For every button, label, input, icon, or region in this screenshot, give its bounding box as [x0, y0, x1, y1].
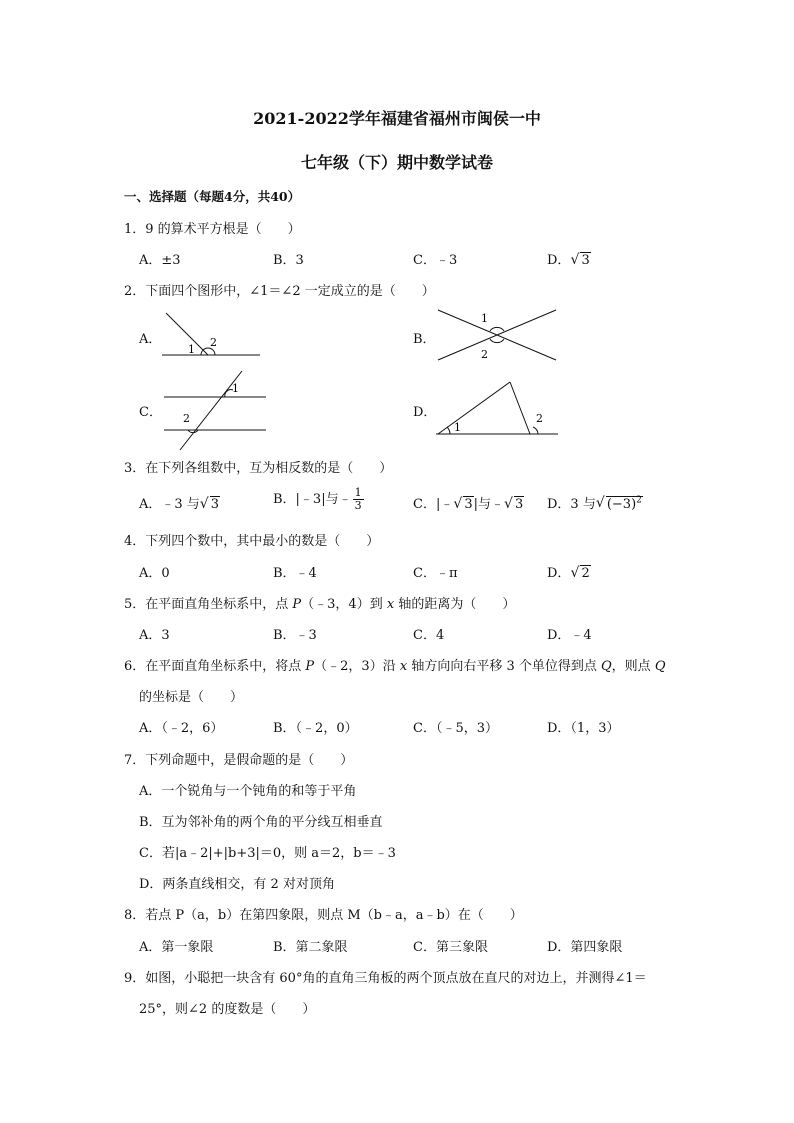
- q3-option-c: [413, 493, 524, 512]
- sqrt-symbol: [200, 497, 220, 512]
- q6-option-c: C．（﹣5，3）: [413, 721, 498, 736]
- q8-option-a: A．第一象限: [139, 940, 214, 955]
- fraction: [353, 487, 364, 512]
- q7-option-c: C．若|a﹣2|+|b+3|＝0，则 a＝2，b＝﹣3: [139, 846, 396, 861]
- question-1-stem: 1．9 的算术平方根是（ ）: [124, 222, 301, 237]
- sqrt-symbol: [596, 496, 643, 512]
- q4-option-a: A．0: [139, 566, 170, 581]
- q3-option-d: [547, 493, 643, 512]
- angle-label-2: 2: [210, 336, 217, 349]
- exponent: 2: [636, 495, 642, 506]
- sqrt-symbol: [453, 497, 473, 512]
- q5-stem-part-a: 5．在平面直角坐标系中，点: [124, 597, 293, 612]
- q1-option-b: B．3: [273, 253, 304, 268]
- point-q: Q: [601, 659, 612, 674]
- q7-option-d: D．两条直线相交，有 2 对对顶角: [139, 877, 335, 892]
- question-2-stem: 2．下面四个图形中，∠1＝∠2 一定成立的是（ ）: [124, 284, 435, 299]
- point-q: Q: [654, 659, 666, 674]
- q2-figure-d: [434, 376, 560, 438]
- q7-option-a: A．一个锐角与一个钝角的和等于平角: [139, 784, 357, 799]
- q5-stem-part-b: （﹣3，4）到: [301, 597, 387, 612]
- angle-label-2: 2: [536, 412, 543, 425]
- question-6-stem: [124, 655, 665, 674]
- q5-option-b: B．﹣3: [273, 628, 317, 643]
- question-4-stem: 4．下列四个数中，其中最小的数是（ ）: [124, 534, 380, 549]
- q2-option-b: B．: [413, 332, 436, 347]
- q2-option-c: C．: [139, 405, 162, 420]
- q2-figure-c: [160, 368, 270, 452]
- q2-figure-a: [160, 308, 264, 358]
- q3-option-d-text: D．3 与: [547, 497, 596, 512]
- q5-option-c: C．4: [413, 628, 445, 643]
- sqrt-symbol: [504, 497, 524, 512]
- q8-option-c: C．第三象限: [413, 940, 488, 955]
- question-5-stem: [124, 593, 515, 612]
- q5-option-a: A．3: [139, 628, 170, 643]
- question-9-stem-line2: 25°，则∠2 的度数是（ ）: [139, 1002, 316, 1017]
- q3-option-a-text: A．﹣3 与: [139, 497, 200, 512]
- angle-label-1: 1: [232, 382, 239, 395]
- x-axis-variable: x: [386, 597, 395, 612]
- x-axis-variable: x: [399, 659, 408, 674]
- q6-stem-part-b: （﹣2，3）沿: [314, 659, 400, 674]
- q2-option-a: A．: [139, 332, 162, 347]
- angle-label-2: 2: [481, 348, 488, 361]
- radicand: [606, 496, 643, 512]
- q1-option-d: [547, 249, 591, 268]
- q6-option-a: A．（﹣2，6）: [139, 721, 224, 736]
- q6-stem-part-d: ，则点: [611, 659, 655, 674]
- q6-stem-part-a: 6．在平面直角坐标系中，将点: [124, 659, 306, 674]
- angle-label-1: 1: [188, 343, 195, 356]
- fraction-numerator: 1: [354, 486, 362, 499]
- q4-option-d: [547, 562, 591, 581]
- question-6-stem-line2: 的坐标是（ ）: [139, 690, 244, 705]
- sqrt-symbol: [570, 253, 590, 268]
- q4-option-b: B．﹣4: [273, 566, 317, 581]
- q3-option-b: [273, 487, 365, 512]
- question-7-stem: 7．下列命题中，是假命题的是（ ）: [124, 753, 354, 768]
- q7-option-b: B．互为邻补角的两个角的平分线互相垂直: [139, 815, 383, 830]
- radicand: 3: [464, 497, 473, 512]
- angle-label-1: 1: [481, 312, 488, 325]
- q1-option-d-label: D．: [547, 253, 571, 268]
- angle-label-1: 1: [454, 421, 461, 434]
- point-p: P: [305, 659, 315, 674]
- sqrt-symbol: [570, 566, 590, 581]
- q1-option-a: A．±3: [139, 253, 181, 268]
- section-heading: 一、选择题（每题4分，共40）: [124, 189, 301, 204]
- q3-option-c-mid: |与﹣: [473, 497, 504, 512]
- q8-option-d: D．第四象限: [547, 940, 623, 955]
- q5-option-d: D．﹣4: [547, 628, 592, 643]
- question-9-stem: 9．如图，小聪把一块含有 60°角的直角三角板的两个顶点放在直尺的对边上，并测得∠1＝: [124, 971, 647, 986]
- q2-figure-b: [436, 306, 560, 366]
- radicand: 2: [581, 566, 590, 581]
- radicand: 3: [581, 253, 590, 268]
- q5-stem-part-c: 轴的距离为（ ）: [394, 597, 516, 612]
- radicand: 3: [515, 497, 524, 512]
- q8-option-b: B．第二象限: [273, 940, 348, 955]
- question-8-stem: 8．若点 P（a，b）在第四象限，则点 M（b﹣a，a﹣b）在（ ）: [124, 908, 523, 923]
- q3-option-b-text: B．|﹣3|与﹣: [273, 492, 352, 507]
- point-p: P: [292, 597, 302, 612]
- question-3-stem: 3．在下列各组数中，互为相反数的是（ ）: [124, 461, 393, 476]
- q3-option-c-text: C．|﹣: [413, 497, 454, 512]
- q3-option-a: [139, 493, 220, 512]
- exam-title-line2: 七年级（下）期中数学试卷: [300, 153, 493, 172]
- q6-option-d: D．（1，3）: [547, 721, 620, 736]
- radicand: 3: [210, 497, 220, 512]
- radicand-base: (−3): [606, 497, 637, 512]
- q4-option-c: C．﹣π: [413, 566, 458, 581]
- angle-label-2: 2: [183, 412, 190, 425]
- q1-option-c: C．﹣3: [413, 253, 458, 268]
- exam-title-line1: 2021-2022学年福建省福州市闽侯一中: [253, 109, 541, 128]
- q4-option-d-label: D．: [547, 566, 571, 581]
- q6-stem-part-c: 轴方向向右平移 3 个单位得到点: [407, 659, 601, 674]
- q6-option-b: B．（﹣2，0）: [273, 721, 358, 736]
- fraction-denominator: 3: [354, 499, 362, 512]
- q2-option-d: D．: [413, 405, 437, 420]
